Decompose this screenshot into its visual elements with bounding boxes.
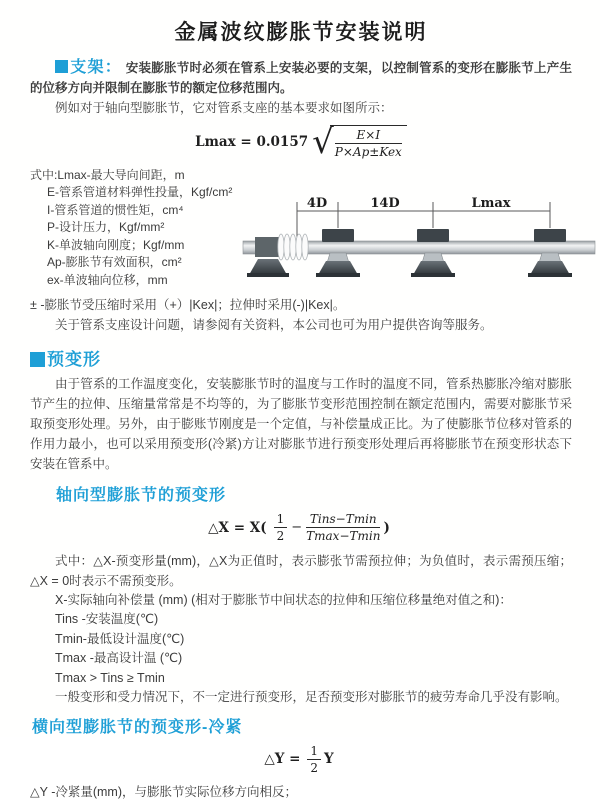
parameter-line: Tmax -最高设计温 (℃) — [55, 651, 183, 666]
axial-subheading: 轴向型膨胀节的预变形 — [56, 486, 227, 504]
definition-line: I-管系管道的惯性矩，cm⁴ — [47, 202, 184, 217]
lmax-numerator: E×I — [335, 128, 402, 144]
definition-line: ex-单波轴向位移，mm — [47, 272, 168, 287]
dy-one-half-fraction — [307, 744, 321, 776]
dim-label-lmax: Lmax — [471, 195, 511, 211]
dy-note: △Y -冷紧量(mm)，与膨胀节实际位移方向相反； — [30, 785, 298, 800]
definition-line: E-管系管道材料弹性投量，Kgf/cm² — [47, 185, 233, 200]
temperature-fraction — [306, 512, 380, 544]
support-example-line: 例如对于轴向型膨胀节，它对管系支座的基本要求如图所示： — [55, 101, 393, 115]
section-marker-icon — [30, 352, 45, 367]
half-numerator: 1 — [274, 512, 288, 528]
predeform-section-heading — [30, 345, 572, 370]
lmax-formula-lhs: Lmax = 0.0157 — [195, 134, 309, 151]
lmax-denominator: P×Ap±Kex — [334, 145, 402, 160]
predeform-heading-text: 预变形 — [47, 349, 101, 369]
support-intro-paragraph — [30, 58, 572, 98]
definition-line: Ap-膨胀节有效面积，cm² — [47, 255, 182, 270]
temp-numerator: Tins−Tmin — [306, 512, 380, 528]
parameter-line: Tmax > Tins ≥ Tmin — [55, 670, 165, 685]
consult-note: 关于管系支座设计问题，请参阅有关资料，本公司也可为用户提供咨询等服务。 — [55, 317, 493, 332]
bellows — [278, 234, 308, 260]
parameter-line: Tins -安装温度(℃) — [55, 612, 159, 627]
lmax-fraction — [335, 128, 402, 160]
dx-formula-close: ) — [383, 519, 390, 536]
definitions-and-diagram — [30, 167, 572, 295]
parameter-line: Tmin-最低设计温度(℃) — [55, 631, 185, 646]
dx-formula — [30, 512, 572, 544]
definition-line: 式中:Lmax-最大导向间距，m — [30, 167, 185, 182]
parameter-list — [55, 591, 572, 708]
lmax-radicand — [330, 125, 407, 160]
dy-formula — [30, 744, 572, 776]
page-title: 金属波纹膨胀节安装说明 — [174, 21, 428, 44]
predeform-paragraph: 由于管系的工作温度变化，安装膨胀节时的温度与工作时的温度不同，管系热膨胀冷缩对膨胀节产生的拉伸、压缩量常常是不均等的，为了膨胀节变形范围控制在额定范围内，需要对膨胀节采取预变形处理。另外，由于膨账节刚度是一个定值，与补偿量成正比。为了使膨胀节位移对管系的作用力最小，也可以采用预变形(冷紧)方让对膨胀节进行预变形处理后再将膨胀节在预变形状态下安装在管系中。 — [30, 376, 572, 471]
radical-sign: √ — [312, 122, 334, 163]
dy-formula-lhs: △Y = — [264, 751, 301, 768]
dy-formula-rhs: Y — [324, 751, 334, 768]
temp-denominator: Tmax−Tmin — [306, 529, 381, 544]
lmax-formula — [30, 122, 572, 163]
dim-label-4d: 4D — [306, 195, 328, 211]
definition-line: K-单波轴向刚度；Kgf/mm — [47, 237, 185, 252]
support-section-heading: 支架： — [70, 59, 123, 76]
definition-line: P-设计压力，Kgf/mm² — [47, 220, 165, 235]
pipe-support-diagram — [243, 191, 595, 285]
dx-explain: 式中：△X-预变形量(mm)，△X为正值时，表示膨张节需预拉伸；为负值时，表示需预压缩；△X = 0时表示不需预变形。 — [30, 553, 572, 588]
dx-formula-lhs: △X = X( — [208, 519, 267, 536]
support-intro-text: 安装膨胀节时必须在管系上安装必要的支架，以控制管系的变形在膨胀节上产生的位移方向并限制在膨胀节的额定位移范围内。 — [30, 61, 572, 95]
dy-half-numerator: 1 — [307, 744, 321, 760]
dim-label-14d: 14D — [370, 195, 400, 211]
dy-half-denominator: 2 — [310, 760, 319, 775]
lateral-subheading: 横向型膨胀节的预变形-冷紧 — [32, 718, 243, 736]
section-marker-icon — [55, 60, 68, 73]
plusminus-note: ± -膨胀节受压缩时采用（+）|Kex|；拉伸时采用(-)|Kex|。 — [30, 297, 346, 312]
half-denominator: 2 — [276, 529, 285, 544]
parameter-line: 一般变形和受力情况下，不一定进行预变形，足否预变形对膨胀节的疲劳寿命几乎没有影响。 — [55, 690, 568, 705]
minus-sign: − — [291, 520, 303, 536]
one-half-fraction — [274, 512, 288, 544]
parameter-line: X-实际轴向补偿量 (mm) (相对于膨胀节中间状态的拉伸和压缩位移量绝对值之和)： — [55, 592, 512, 607]
